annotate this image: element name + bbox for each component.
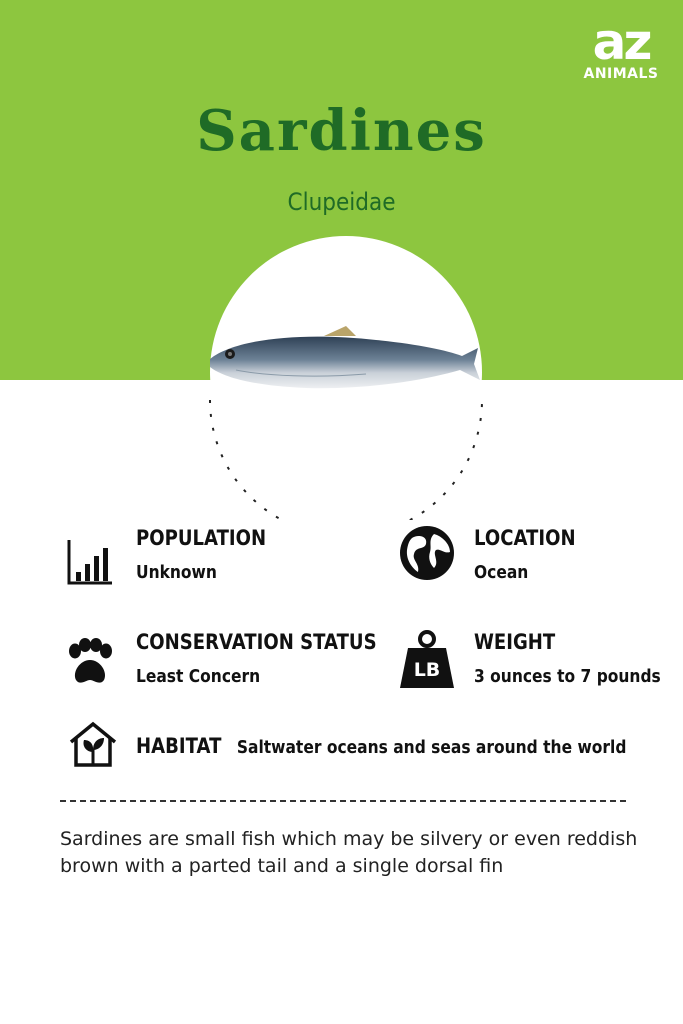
logo-text: ANIMALS [583,66,659,82]
conservation-value: Least Concern [136,666,261,687]
bar-chart-icon [66,538,114,586]
species-description: Sardines are small fish which may be silvery or even reddish brown with a parted tail and a single dorsal fin [60,828,638,877]
page-title: Sardines [196,98,487,164]
weight-value: 3 ounces to 7 pounds [474,666,661,687]
paw-print-icon [64,638,114,686]
section-divider [60,800,626,802]
fact-habitat [136,734,626,758]
conservation-label: CONSERVATION STATUS [136,630,377,654]
habitat-label: HABITAT [136,734,222,758]
az-animals-logo[interactable] [578,13,664,82]
fact-location [474,524,592,586]
house-plant-icon [66,720,120,768]
globe-icon [398,524,456,582]
fact-weight [474,628,683,690]
location-label: LOCATION [474,526,576,550]
scientific-name: Clupeidae [287,188,396,216]
svg-text:LB: LB [413,659,441,681]
population-value: Unknown [136,562,217,583]
population-label: POPULATION [136,526,267,550]
fact-conservation-status [136,628,416,690]
location-value: Ocean [474,562,529,583]
habitat-value: Saltwater oceans and seas around the world [236,737,627,758]
weight-label: WEIGHT [474,630,556,654]
logo-mark: az [592,13,650,71]
sardine-photo [196,220,496,520]
fact-population [136,524,287,586]
weight-lb-icon [398,630,456,690]
